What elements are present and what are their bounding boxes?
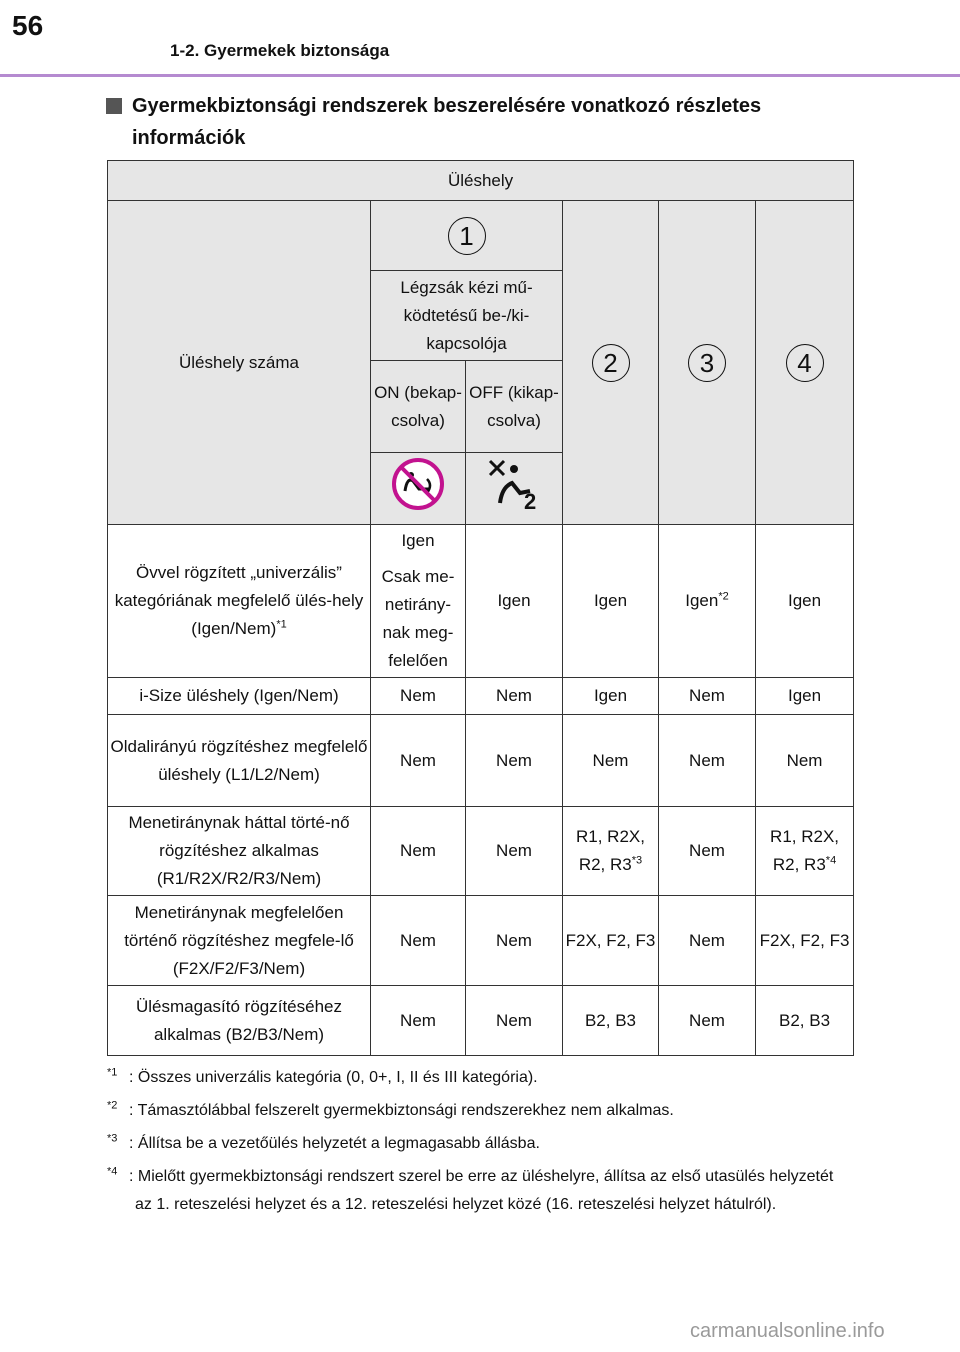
cell-seat-3: Nem (659, 807, 756, 896)
off-label: OFF (kikap-csolva) (466, 361, 563, 453)
cell-seat-4: Nem (756, 715, 854, 807)
cell-seat-4: F2X, F2, F3 (756, 896, 854, 986)
seat-number-4: 4 (786, 344, 824, 382)
cell-seat-3: Nem (659, 715, 756, 807)
cell-seat-2: Igen (563, 525, 659, 678)
heading (106, 90, 866, 154)
seat-position-header: Üléshely (108, 161, 854, 201)
row-label: Menetiránynak megfelelően történő rögzítéshez megfele-lő (F2X/F2/F3/Nem) (108, 896, 371, 986)
row-label: Ülésmagasító rögzítéséhez alkalmas (B2/B3/Nem) (108, 986, 371, 1056)
footnote: $^{*4}$ : Mielőtt gyermekbiztonsági rendszert szerel be erre az üléshelyre, állítsa az első utasülés helyzetét az 1. reteszelési helyzet és a 12. reteszelési helyzet közé (16. reteszelési helyzet hátulról). (107, 1165, 834, 1213)
cell-seat-4: B2, B3 (756, 986, 854, 1056)
seat-number-3: 3 (688, 344, 726, 382)
cell-off: Igen (466, 525, 563, 678)
cell-seat-2: R1, R2X, R2, R3$^{*3}$ (563, 807, 659, 896)
seat-number-label: Üléshely száma (108, 201, 371, 525)
cell-seat-3: Nem (659, 986, 756, 1056)
row-label: Menetiránynak háttal törté-nő rögzítéshez alkalmas (R1/R2X/R2/R3/Nem) (108, 807, 371, 896)
cell-seat-3: Nem (659, 678, 756, 715)
cell-seat-4: Igen (756, 525, 854, 678)
seat-4-cell (756, 201, 854, 525)
cell-off: Nem (466, 807, 563, 896)
cell-seat-2: Igen (563, 678, 659, 715)
seat-1-cell (371, 201, 563, 271)
cell-seat-2: B2, B3 (563, 986, 659, 1056)
cell-on: Nem (371, 678, 466, 715)
cell-seat-2: Nem (563, 715, 659, 807)
footnote: $^{*2}$ : Támasztólábbal felszerelt gyermekbiztonsági rendszerekhez nem alkalmas. (107, 1099, 674, 1119)
cell-off: Nem (466, 715, 563, 807)
airbag-switch-label: Légzsák kézi mű-ködtetésű be-/ki-kapcsolója (371, 271, 563, 361)
cell-on: Nem (371, 807, 466, 896)
header-divider (0, 74, 960, 77)
footnote: $^{*3}$ : Állítsa be a vezetőülés helyzetét a legmagasabb állásba. (107, 1132, 540, 1152)
watermark: carmanualsonline.info (690, 1320, 885, 1342)
on-icon-cell (371, 453, 466, 525)
cell-off: Nem (466, 896, 563, 986)
row-label: i-Size üléshely (Igen/Nem) (108, 678, 371, 715)
svg-text:2: 2 (524, 489, 537, 511)
section-title: 1-2. Gyermekek biztonsága (170, 41, 390, 60)
cell-on: Igen Csak me-netirány-nak meg-felelően (371, 525, 466, 678)
cell-seat-3: Nem (659, 896, 756, 986)
footnotes (107, 1064, 847, 1224)
cell-off: Nem (466, 986, 563, 1056)
airbag-prohibited-icon (391, 457, 445, 511)
passenger-airbag-off-icon (486, 457, 542, 511)
row-label: Övvel rögzített „univerzális” kategóriának megfelelő ülés-hely (Igen/Nem)$^{*1}$ (108, 525, 371, 678)
cell-off: Nem (466, 678, 563, 715)
cell-seat-2: F2X, F2, F3 (563, 896, 659, 986)
page-number: 56 (12, 10, 44, 41)
cell-seat-3: Igen$^{*2}$ (659, 525, 756, 678)
off-icon-cell (466, 453, 563, 525)
footnote: $^{*1}$ : Összes univerzális kategória (0, 0+, I, II és III kategória). (107, 1066, 538, 1086)
seat-2-cell (563, 201, 659, 525)
seat-number-1: 1 (448, 217, 486, 255)
row-label: Oldalirányú rögzítéshez megfelelő üléshely (L1/L2/Nem) (108, 715, 371, 807)
seat-number-2: 2 (592, 344, 630, 382)
heading-text: Gyermekbiztonsági rendszerek beszerelésére vonatkozó részletes információk (132, 95, 762, 149)
cell-on: Nem (371, 896, 466, 986)
seat-3-cell (659, 201, 756, 525)
bullet-square-icon (106, 98, 122, 114)
cell-on: Nem (371, 986, 466, 1056)
on-label: ON (bekap-csolva) (371, 361, 466, 453)
cell-seat-4: R1, R2X, R2, R3$^{*4}$ (756, 807, 854, 896)
child-seat-table (107, 160, 854, 1056)
cell-on: Nem (371, 715, 466, 807)
cell-seat-4: Igen (756, 678, 854, 715)
